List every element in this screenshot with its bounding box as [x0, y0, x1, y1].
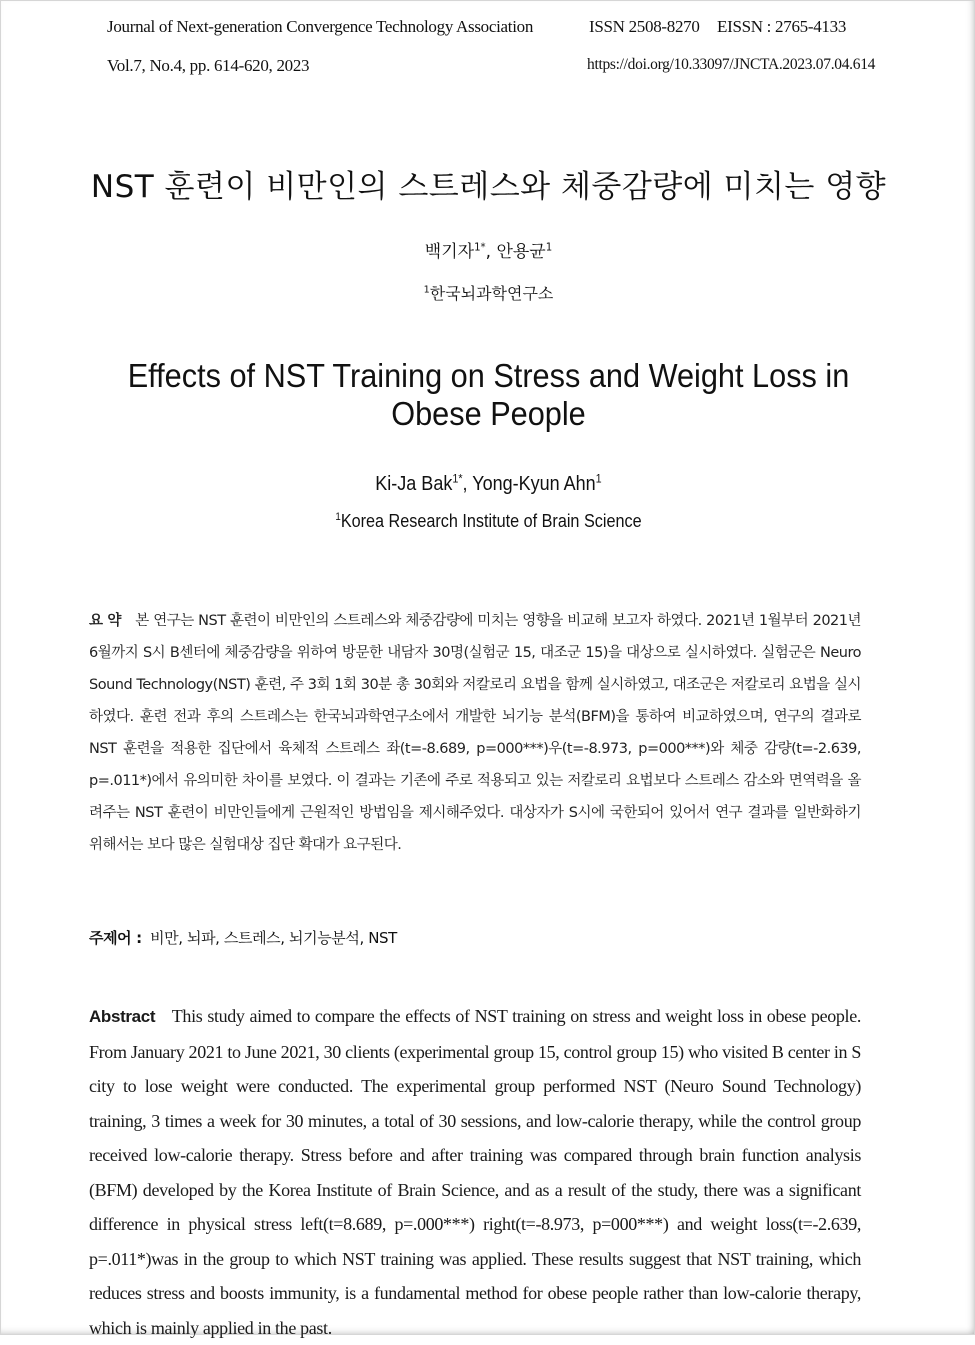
korean-abstract-label: 요 약 — [89, 613, 121, 629]
english-authors: Ki-Ja Bak$^{1*}$, Yong-Kyun Ahn$^1$ — [375, 471, 602, 495]
keywords-text: 비만, 뇌파, 스트레스, 뇌기능분석, NST — [150, 929, 397, 947]
issn: ISSN 2508-8270 — [589, 17, 700, 36]
english-abstract — [89, 999, 861, 1345]
korean-abstract-text: 본 연구는 NST 훈련이 비만인의 스트레스와 체중감량에 미치는 영향을 비교해 보고자 하였다. 2021년 1월부터 2021년 6월까지 S시 B센터에 체중감량을 위하여 방문한 내담자 30명(실험군 15, 대조군 15)을 대상으로 실시하였다. 실험군은 Neuro Sound Technology(NST) 훈련, 주 3회 1회 30분 총 30회와 저칼로리 요법을 함께 실시하였고, 대조군은 저칼로리 요법을 실시하였다. 훈련 전과 후의 스트레스는 한국뇌과학연구소에서 개발한 뇌기능 분석(BFM)을 통하여 비교하였으며, 연구의 결과로 NST 훈련을 적용한 집단에서 육체적 스트레스 좌(t=-8.689, p=000***)우(t=-8.973, p=000***)와 체중 감량(t=-2.639, p=.011*)에서 유의미한 차이를 보였다. 이 결과는 기존에 주로 적용되고 있는 저칼로리 요법보다 스트레스 감소와 면역력을 올려주는 NST 훈련이 비만인들에게 근원적인 방법임을 제시해주었다. 대상자가 S시에 국한되어 있어서 연구 결과를 일반화하기 위해서는 보다 많은 실험대상 집단 확대가 요구된다. — [89, 613, 862, 853]
english-title: Effects of NST Training on Stress and Weight Loss in Obese People — [127, 357, 850, 432]
doi-link[interactable]: https://doi.org/10.33097/JNCTA.2023.07.04.614 — [587, 56, 876, 73]
journal-name: Journal of Next-generation Convergence Technology Association — [107, 17, 534, 36]
korean-title: NST 훈련이 비만인의 스트레스와 체중감량에 미치는 영향 — [90, 169, 887, 205]
english-abstract-label: Abstract — [89, 1007, 156, 1026]
english-affiliation: $^1$Korea Research Institute of Brain Science — [335, 511, 642, 531]
english-abstract-text: This study aimed to compare the effects of NST training on stress and weight loss in obese people. From January 2021 to June 2021, 30 clients (experimental group 15, control group 15) who visited B center in S city to lose weight were conducted. The experimental group performed NST (Neuro Sound Technology) training, 3 times a week for 30 minutes, a total of 30 sessions, and low-calorie therapy, while the control group received low-calorie therapy. Stress before and after training was compared through brain function analysis (BFM) developed by the Korea Institute of Brain Science, and as a result of the study, there was a significant difference in physical stress left(t=8.689, p=.000***) right(t=-8.973, p=000***) and weight loss(t=-2.639, p=.011*)was in the group to which NST training was applied. These results suggest that NST training, which reduces stress and boosts immunity, is a fundamental method for obese people rather than low-calorie therapy, which is mainly applied in the past. — [89, 1006, 861, 1338]
korean-abstract — [89, 605, 861, 861]
korean-authors: 백기자$^{1*}$, 안용균$^1$ — [424, 242, 553, 262]
keywords-label: 주제어 : — [89, 929, 142, 947]
volume-info: Vol.7, No.4, pp. 614-620, 2023 — [107, 56, 310, 75]
keywords — [89, 927, 861, 948]
eissn: EISSN : 2765-4133 — [717, 17, 847, 36]
korean-affiliation: $^1$한국뇌과학연구소 — [423, 284, 554, 303]
